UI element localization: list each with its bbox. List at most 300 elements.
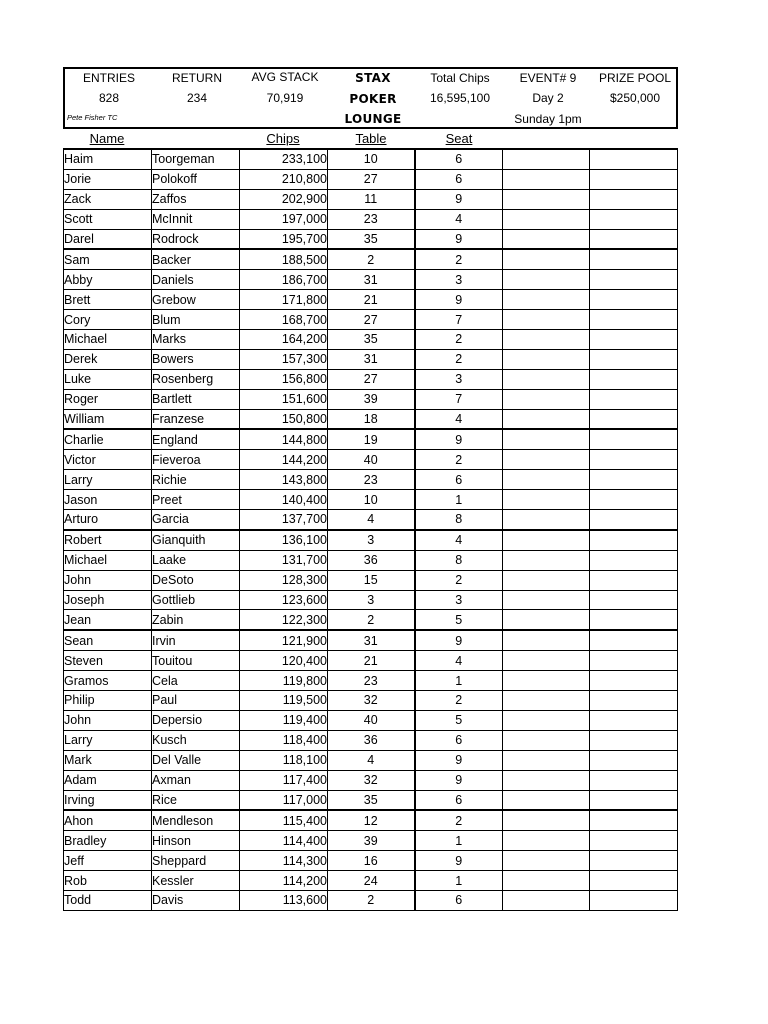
player-table: 36 — [328, 730, 415, 750]
player-table: 21 — [328, 651, 415, 671]
player-table: 27 — [328, 169, 415, 189]
table-row — [64, 831, 678, 851]
player-table: 27 — [328, 310, 415, 330]
player-first-name: John — [64, 710, 152, 730]
blank-cell — [590, 169, 678, 189]
player-seat: 9 — [415, 429, 503, 449]
prize-pool-value: $250,000 — [609, 91, 661, 105]
player-seat: 7 — [415, 310, 503, 330]
blank-cell — [590, 330, 678, 350]
player-seat: 6 — [415, 470, 503, 490]
table-row — [64, 530, 678, 550]
player-first-name: Arturo — [64, 510, 152, 530]
player-last-name: McInnit — [152, 209, 240, 229]
blank-cell — [503, 810, 590, 830]
tc-credit: Pete Fisher TC — [67, 113, 118, 122]
blank-cell — [590, 831, 678, 851]
player-seat: 1 — [415, 671, 503, 691]
brand-line-poker: POKER — [349, 92, 397, 106]
table-row — [64, 651, 678, 671]
player-first-name: Luke — [64, 369, 152, 389]
blank-cell — [503, 389, 590, 409]
player-first-name: Gramos — [64, 671, 152, 691]
blank-cell — [503, 450, 590, 470]
player-last-name: Fieveroa — [152, 450, 240, 470]
player-table: 23 — [328, 671, 415, 691]
player-last-name: Sheppard — [152, 851, 240, 871]
player-table: 27 — [328, 369, 415, 389]
player-last-name: Polokoff — [152, 169, 240, 189]
player-chips: 197,000 — [240, 209, 328, 229]
player-chips: 118,400 — [240, 730, 328, 750]
player-chips: 120,400 — [240, 651, 328, 671]
player-chips: 171,800 — [240, 290, 328, 310]
blank-cell — [590, 671, 678, 691]
player-seat: 1 — [415, 831, 503, 851]
player-first-name: Cory — [64, 310, 152, 330]
player-table: 35 — [328, 330, 415, 350]
player-last-name: DeSoto — [152, 570, 240, 590]
player-chips: 151,600 — [240, 389, 328, 409]
player-first-name: Philip — [64, 691, 152, 711]
table-row — [64, 510, 678, 530]
player-seat: 3 — [415, 590, 503, 610]
table-row — [64, 770, 678, 790]
player-seat: 9 — [415, 189, 503, 209]
blank-cell — [503, 189, 590, 209]
player-chips: 210,800 — [240, 169, 328, 189]
column-header-table: Table — [355, 131, 387, 146]
player-chips: 114,400 — [240, 831, 328, 851]
blank-cell — [503, 290, 590, 310]
table-row — [64, 249, 678, 269]
blank-cell — [503, 490, 590, 510]
player-seat: 9 — [415, 851, 503, 871]
prize-pool-label: PRIZE POOL — [598, 71, 672, 85]
blank-cell — [503, 590, 590, 610]
player-chips: 119,400 — [240, 710, 328, 730]
brand-line-stax: STAX — [355, 71, 391, 85]
blank-cell — [503, 770, 590, 790]
player-first-name: Zack — [64, 189, 152, 209]
player-table: 3 — [328, 530, 415, 550]
player-table: 40 — [328, 450, 415, 470]
table-row — [64, 710, 678, 730]
player-chips: 143,800 — [240, 470, 328, 490]
blank-cell — [590, 730, 678, 750]
blank-cell — [503, 730, 590, 750]
player-chips: 119,500 — [240, 691, 328, 711]
player-last-name: Rosenberg — [152, 369, 240, 389]
player-table: 31 — [328, 349, 415, 369]
player-seat: 6 — [415, 890, 503, 910]
blank-cell — [590, 409, 678, 429]
entries-label: ENTRIES — [82, 71, 135, 85]
player-first-name: Bradley — [64, 831, 152, 851]
player-chips: 150,800 — [240, 409, 328, 429]
blank-cell — [590, 310, 678, 330]
player-chips: 115,400 — [240, 810, 328, 830]
blank-cell — [503, 671, 590, 691]
player-first-name: Michael — [64, 550, 152, 570]
blank-cell — [503, 429, 590, 449]
table-row — [64, 590, 678, 610]
player-chips: 119,800 — [240, 671, 328, 691]
blank-cell — [590, 770, 678, 790]
player-last-name: Zabin — [152, 610, 240, 630]
player-first-name: Michael — [64, 330, 152, 350]
blank-cell — [503, 409, 590, 429]
column-header-name: Name — [89, 131, 125, 146]
player-first-name: Steven — [64, 651, 152, 671]
table-row — [64, 349, 678, 369]
player-last-name: Kessler — [152, 871, 240, 891]
player-chips: 122,300 — [240, 610, 328, 630]
player-table: 31 — [328, 630, 415, 650]
blank-cell — [503, 570, 590, 590]
player-last-name: Laake — [152, 550, 240, 570]
table-row — [64, 290, 678, 310]
player-first-name: Todd — [64, 890, 152, 910]
player-seat: 2 — [415, 249, 503, 269]
player-chips: 114,200 — [240, 871, 328, 891]
player-seat: 9 — [415, 229, 503, 249]
player-table: 10 — [328, 149, 415, 169]
player-last-name: Gottlieb — [152, 590, 240, 610]
table-row — [64, 671, 678, 691]
total-chips-value: 16,595,100 — [429, 91, 491, 105]
blank-cell — [590, 570, 678, 590]
player-first-name: William — [64, 409, 152, 429]
blank-cell — [590, 550, 678, 570]
player-seat: 9 — [415, 750, 503, 770]
table-row — [64, 209, 678, 229]
blank-cell — [590, 810, 678, 830]
player-last-name: Bartlett — [152, 389, 240, 409]
player-seat: 4 — [415, 651, 503, 671]
player-last-name: Rodrock — [152, 229, 240, 249]
blank-cell — [503, 630, 590, 650]
player-chips: 114,300 — [240, 851, 328, 871]
table-row — [64, 330, 678, 350]
table-row — [64, 189, 678, 209]
blank-cell — [590, 189, 678, 209]
blank-cell — [590, 349, 678, 369]
player-seat: 2 — [415, 349, 503, 369]
blank-cell — [503, 249, 590, 269]
blank-cell — [590, 890, 678, 910]
player-seat: 4 — [415, 209, 503, 229]
player-last-name: Blum — [152, 310, 240, 330]
blank-cell — [503, 310, 590, 330]
blank-cell — [503, 470, 590, 490]
blank-cell — [590, 450, 678, 470]
player-table: 35 — [328, 229, 415, 249]
blank-cell — [590, 270, 678, 290]
player-chips: 136,100 — [240, 530, 328, 550]
blank-cell — [590, 710, 678, 730]
player-seat: 3 — [415, 369, 503, 389]
player-seat: 4 — [415, 409, 503, 429]
player-seat: 6 — [415, 169, 503, 189]
blank-cell — [503, 270, 590, 290]
player-first-name: Irving — [64, 790, 152, 810]
player-first-name: Larry — [64, 730, 152, 750]
table-row — [64, 169, 678, 189]
table-row — [64, 310, 678, 330]
player-first-name: Roger — [64, 389, 152, 409]
player-table: 3 — [328, 590, 415, 610]
table-row — [64, 450, 678, 470]
player-first-name: Derek — [64, 349, 152, 369]
player-seat: 6 — [415, 149, 503, 169]
player-last-name: Preet — [152, 490, 240, 510]
player-first-name: Jeff — [64, 851, 152, 871]
player-chips: 188,500 — [240, 249, 328, 269]
blank-cell — [590, 389, 678, 409]
table-row — [64, 470, 678, 490]
blank-cell — [503, 209, 590, 229]
player-chips: 144,800 — [240, 429, 328, 449]
player-first-name: Joseph — [64, 590, 152, 610]
player-last-name: Toorgeman — [152, 149, 240, 169]
player-chips: 137,700 — [240, 510, 328, 530]
player-table: 32 — [328, 770, 415, 790]
player-last-name: Cela — [152, 671, 240, 691]
table-row — [64, 691, 678, 711]
player-seat: 9 — [415, 630, 503, 650]
table-row — [64, 429, 678, 449]
player-chips: 195,700 — [240, 229, 328, 249]
blank-cell — [503, 691, 590, 711]
player-last-name: Zaffos — [152, 189, 240, 209]
brand-line-lounge: LOUNGE — [344, 112, 402, 126]
player-table: 32 — [328, 691, 415, 711]
player-last-name: Hinson — [152, 831, 240, 851]
player-chips: 117,400 — [240, 770, 328, 790]
blank-cell — [590, 530, 678, 550]
player-first-name: Robert — [64, 530, 152, 550]
table-row — [64, 229, 678, 249]
player-chips: 202,900 — [240, 189, 328, 209]
player-seat: 6 — [415, 790, 503, 810]
table-row — [64, 790, 678, 810]
table-row — [64, 490, 678, 510]
blank-cell — [590, 490, 678, 510]
player-last-name: Marks — [152, 330, 240, 350]
player-seat: 2 — [415, 691, 503, 711]
blank-cell — [590, 249, 678, 269]
blank-cell — [503, 349, 590, 369]
player-last-name: Bowers — [152, 349, 240, 369]
blank-cell — [503, 610, 590, 630]
player-table: 23 — [328, 470, 415, 490]
player-last-name: England — [152, 429, 240, 449]
player-seat: 1 — [415, 490, 503, 510]
blank-cell — [503, 750, 590, 770]
player-last-name: Richie — [152, 470, 240, 490]
chip-count-table — [63, 148, 678, 911]
player-first-name: Larry — [64, 470, 152, 490]
event-header-box — [63, 67, 678, 129]
blank-cell — [590, 229, 678, 249]
player-table: 11 — [328, 189, 415, 209]
blank-cell — [503, 510, 590, 530]
player-chips: 121,900 — [240, 630, 328, 650]
player-last-name: Rice — [152, 790, 240, 810]
player-seat: 9 — [415, 290, 503, 310]
player-first-name: Ahon — [64, 810, 152, 830]
entries-value: 828 — [98, 91, 120, 105]
player-table: 36 — [328, 550, 415, 570]
player-table: 4 — [328, 750, 415, 770]
player-table: 35 — [328, 790, 415, 810]
player-chips: 164,200 — [240, 330, 328, 350]
blank-cell — [590, 691, 678, 711]
blank-cell — [590, 209, 678, 229]
blank-cell — [503, 651, 590, 671]
player-first-name: Brett — [64, 290, 152, 310]
player-chips: 118,100 — [240, 750, 328, 770]
blank-cell — [503, 229, 590, 249]
player-last-name: Gianquith — [152, 530, 240, 550]
column-header-seat: Seat — [445, 131, 473, 146]
table-row — [64, 750, 678, 770]
player-last-name: Del Valle — [152, 750, 240, 770]
table-row — [64, 550, 678, 570]
blank-cell — [590, 510, 678, 530]
player-seat: 2 — [415, 450, 503, 470]
player-seat: 1 — [415, 871, 503, 891]
player-table: 18 — [328, 409, 415, 429]
player-chips: 156,800 — [240, 369, 328, 389]
event-time: Sunday 1pm — [514, 112, 582, 126]
player-seat: 9 — [415, 770, 503, 790]
blank-cell — [503, 831, 590, 851]
player-table: 2 — [328, 890, 415, 910]
player-first-name: Charlie — [64, 429, 152, 449]
table-row — [64, 890, 678, 910]
player-last-name: Touitou — [152, 651, 240, 671]
avg-stack-label: AVG STACK — [251, 70, 319, 84]
table-row — [64, 871, 678, 891]
player-last-name: Axman — [152, 770, 240, 790]
table-row — [64, 409, 678, 429]
player-first-name: Abby — [64, 270, 152, 290]
table-row — [64, 810, 678, 830]
player-seat: 8 — [415, 510, 503, 530]
table-row — [64, 369, 678, 389]
player-chips: 168,700 — [240, 310, 328, 330]
table-row — [64, 389, 678, 409]
player-last-name: Mendleson — [152, 810, 240, 830]
player-last-name: Garcia — [152, 510, 240, 530]
player-last-name: Grebow — [152, 290, 240, 310]
blank-cell — [503, 149, 590, 169]
blank-cell — [503, 369, 590, 389]
player-first-name: Mark — [64, 750, 152, 770]
total-chips-label: Total Chips — [430, 71, 490, 85]
player-seat: 8 — [415, 550, 503, 570]
player-table: 15 — [328, 570, 415, 590]
player-seat: 2 — [415, 330, 503, 350]
player-chips: 123,600 — [240, 590, 328, 610]
player-first-name: Jorie — [64, 169, 152, 189]
player-seat: 7 — [415, 389, 503, 409]
blank-cell — [503, 890, 590, 910]
player-first-name: Rob — [64, 871, 152, 891]
player-first-name: Jason — [64, 490, 152, 510]
blank-cell — [590, 651, 678, 671]
blank-cell — [590, 290, 678, 310]
player-table: 24 — [328, 871, 415, 891]
blank-cell — [503, 710, 590, 730]
player-table: 23 — [328, 209, 415, 229]
blank-cell — [590, 790, 678, 810]
player-first-name: Jean — [64, 610, 152, 630]
player-table: 21 — [328, 290, 415, 310]
blank-cell — [590, 149, 678, 169]
player-table: 2 — [328, 249, 415, 269]
blank-cell — [590, 871, 678, 891]
player-first-name: Sean — [64, 630, 152, 650]
table-row — [64, 730, 678, 750]
player-chips: 157,300 — [240, 349, 328, 369]
player-first-name: Adam — [64, 770, 152, 790]
player-table: 39 — [328, 389, 415, 409]
player-chips: 117,000 — [240, 790, 328, 810]
blank-cell — [503, 530, 590, 550]
player-table: 12 — [328, 810, 415, 830]
player-chips: 140,400 — [240, 490, 328, 510]
player-last-name: Backer — [152, 249, 240, 269]
blank-cell — [503, 330, 590, 350]
blank-cell — [590, 429, 678, 449]
player-table: 2 — [328, 610, 415, 630]
player-table: 31 — [328, 270, 415, 290]
blank-cell — [590, 610, 678, 630]
player-chips: 128,300 — [240, 570, 328, 590]
player-first-name: Victor — [64, 450, 152, 470]
player-table: 4 — [328, 510, 415, 530]
player-table: 39 — [328, 831, 415, 851]
player-table: 16 — [328, 851, 415, 871]
player-table: 10 — [328, 490, 415, 510]
player-seat: 5 — [415, 710, 503, 730]
player-chips: 233,100 — [240, 149, 328, 169]
player-table: 40 — [328, 710, 415, 730]
player-seat: 2 — [415, 810, 503, 830]
return-label: RETURN — [172, 71, 222, 85]
player-last-name: Daniels — [152, 270, 240, 290]
player-seat: 2 — [415, 570, 503, 590]
player-first-name: Sam — [64, 249, 152, 269]
player-chips: 186,700 — [240, 270, 328, 290]
player-first-name: John — [64, 570, 152, 590]
blank-cell — [503, 851, 590, 871]
player-seat: 3 — [415, 270, 503, 290]
blank-cell — [503, 790, 590, 810]
table-row — [64, 851, 678, 871]
table-row — [64, 610, 678, 630]
blank-cell — [590, 750, 678, 770]
table-row — [64, 570, 678, 590]
player-first-name: Scott — [64, 209, 152, 229]
blank-cell — [590, 851, 678, 871]
player-chips: 113,600 — [240, 890, 328, 910]
blank-cell — [590, 470, 678, 490]
event-number: EVENT# 9 — [519, 71, 577, 85]
